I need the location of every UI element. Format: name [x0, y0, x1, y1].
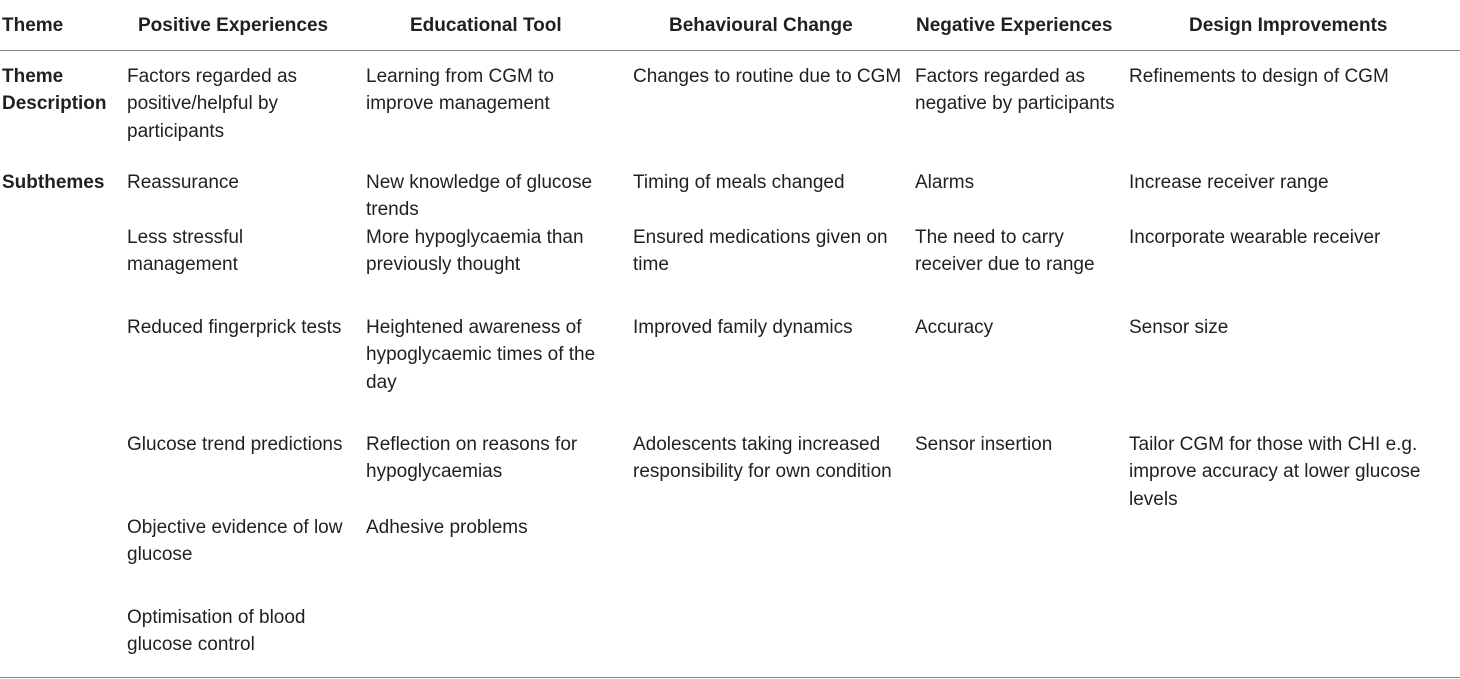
header-negative-experiences: Negative Experiences [915, 0, 1129, 50]
subtheme-cell: Less stressful management [127, 226, 244, 275]
subtheme-cell [1129, 514, 1460, 604]
subtheme-cell: Incorporate wearable receiver [1129, 226, 1381, 248]
description-negative: Factors regarded as negative by participants [915, 65, 1115, 114]
subtheme-cell: More hypoglycaemia than previously thought [366, 226, 584, 275]
subtheme-cell: Optimisation of blood glucose control [127, 606, 306, 655]
subtheme-cell: Sensor insertion [915, 433, 1053, 455]
header-row [0, 0, 1460, 50]
subtheme-cell: New knowledge of glucose trends [366, 171, 593, 220]
subtheme-cell: Reassurance [127, 171, 239, 193]
subtheme-cell: Adolescents taking increased responsibility for own condition [633, 433, 892, 482]
row-label-subthemes: Subthemes [2, 171, 105, 193]
subtheme-cell [366, 604, 633, 659]
header-behavioural-change: Behavioural Change [633, 0, 915, 50]
header-positive-experiences: Positive Experiences [127, 0, 366, 50]
subtheme-row [0, 224, 1460, 314]
description-positive: Factors regarded as positive/helpful by participants [127, 65, 298, 142]
description-behavioural: Changes to routine due to CGM [633, 65, 902, 87]
empty-cell [0, 514, 127, 604]
header-theme: Theme [0, 0, 127, 50]
subtheme-cell [915, 514, 1129, 604]
subtheme-row [0, 431, 1460, 514]
subtheme-cell: Ensured medications given on time [633, 226, 888, 275]
subtheme-cell: Heightened awareness of hypoglycaemic times of the day [366, 316, 596, 393]
header-educational-tool: Educational Tool [366, 0, 633, 50]
subtheme-cell: Tailor CGM for those with CHI e.g. improve accuracy at lower glucose levels [1129, 433, 1421, 510]
subtheme-cell [633, 604, 915, 659]
subtheme-cell: Accuracy [915, 316, 994, 338]
subtheme-cell: Timing of meals changed [633, 171, 845, 193]
theme-description-row [0, 50, 1460, 169]
subtheme-row [0, 604, 1460, 659]
row-label-theme-description: Theme Description [2, 65, 107, 114]
subtheme-cell: Improved family dynamics [633, 316, 853, 338]
subtheme-cell: Adhesive problems [366, 516, 528, 538]
description-design: Refinements to design of CGM [1129, 65, 1389, 87]
subtheme-cell: Sensor size [1129, 316, 1229, 338]
subtheme-cell [633, 514, 915, 604]
subtheme-cell: Reduced fingerprick tests [127, 316, 342, 338]
subtheme-row [0, 169, 1460, 224]
subtheme-cell: The need to carry receiver due to range [915, 226, 1095, 275]
subtheme-row [0, 514, 1460, 604]
empty-cell [0, 224, 127, 314]
header-design-improvements: Design Improvements [1129, 0, 1460, 50]
subtheme-cell: Alarms [915, 171, 975, 193]
empty-cell [0, 604, 127, 659]
subtheme-cell: Increase receiver range [1129, 171, 1329, 193]
subtheme-row [0, 314, 1460, 431]
description-educational: Learning from CGM to improve management [366, 65, 554, 114]
subtheme-cell [1129, 604, 1460, 659]
subtheme-cell: Glucose trend predictions [127, 433, 343, 455]
subtheme-cell: Objective evidence of low glucose [127, 516, 343, 565]
subtheme-cell [915, 604, 1129, 659]
table-bottom-rule [0, 677, 1460, 678]
empty-cell [0, 314, 127, 431]
subtheme-cell: Reflection on reasons for hypoglycaemias [366, 433, 578, 482]
empty-cell [0, 431, 127, 514]
